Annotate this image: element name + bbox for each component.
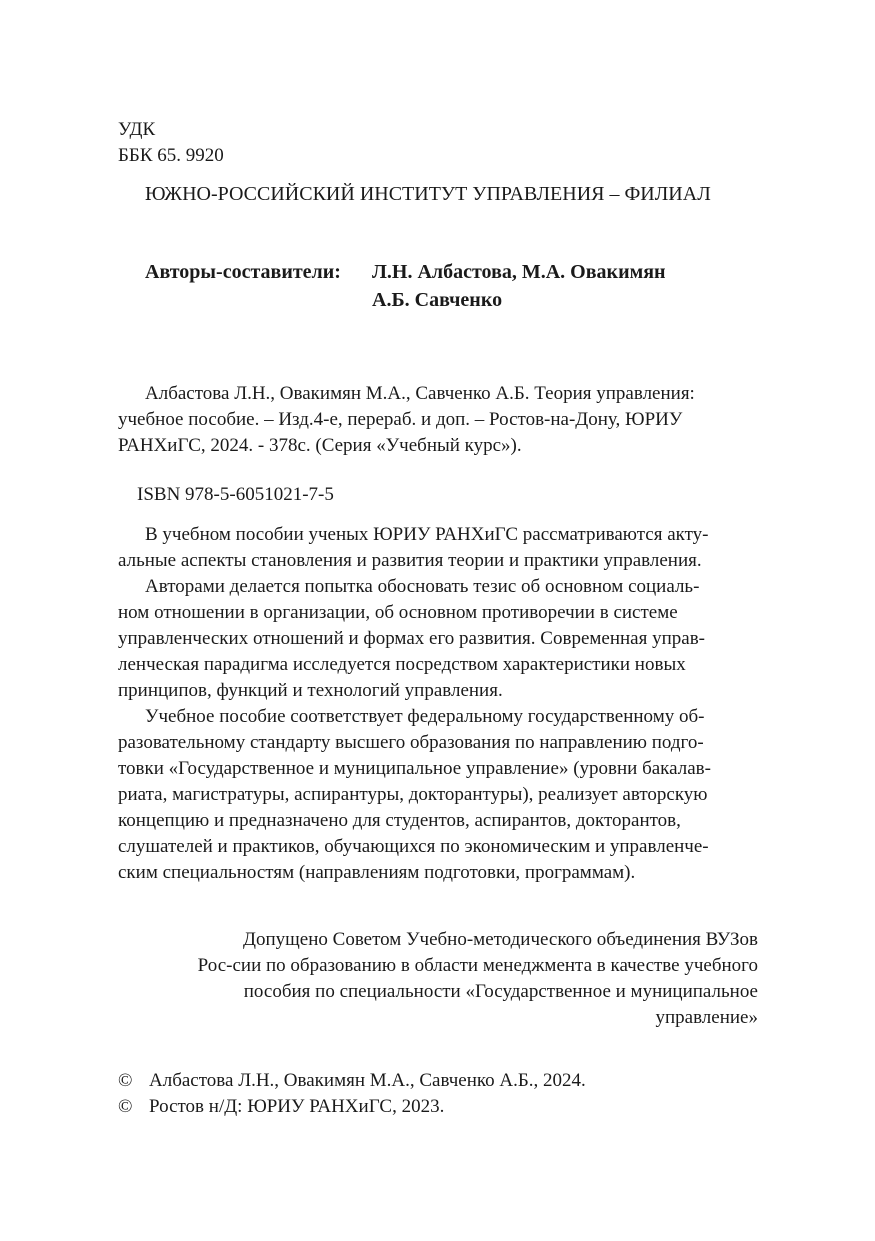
citation-line-3: РАНХиГС, 2024. - 378с. (Серия «Учебный курс»). bbox=[118, 435, 522, 456]
authors-line-1: Л.Н. Албастова, М.А. Овакимян bbox=[372, 261, 666, 283]
approval-line-2: Рос-сии по образованию в области менеджмента в качестве учебного bbox=[197, 955, 758, 976]
udk: УДК bbox=[118, 119, 156, 140]
copyright-line-1: Албастова Л.Н., Овакимян М.А., Савченко А.Б., 2024. bbox=[149, 1070, 586, 1091]
approval-line-3: пособия по специальности «Государственное и муниципальное bbox=[243, 981, 758, 1002]
approval-line-4: управление» bbox=[655, 1007, 758, 1028]
copyright-line-2: Ростов н/Д: ЮРИУ РАНХиГС, 2023. bbox=[149, 1096, 445, 1117]
isbn: ISBN 978-5-6051021-7-5 bbox=[137, 484, 334, 505]
abstract-p3-l5: концепцию и предназначено для студентов, аспирантов, докторантов, bbox=[118, 810, 681, 831]
abstract-p3-l6: слушателей и практиков, обучающихся по экономическим и управленче- bbox=[118, 836, 709, 857]
authors-line-2: А.Б. Савченко bbox=[372, 289, 503, 311]
abstract-p2-l3: управленческих отношений и формах его развития. Современная управ- bbox=[118, 628, 705, 649]
abstract-p3-l1: Учебное пособие соответствует федеральному государственному об- bbox=[145, 706, 705, 727]
abstract-p3-l3: товки «Государственное и муниципальное управление» (уровни бакалав- bbox=[118, 758, 711, 779]
abstract-p2-l2: ном отношении в организации, об основном противоречии в системе bbox=[118, 602, 678, 623]
citation-line-2: учебное пособие. – Изд.4-е, перераб. и доп. – Ростов-на-Дону, ЮРИУ bbox=[118, 409, 683, 430]
abstract-p2-l1: Авторами делается попытка обосновать тезис об основном социаль- bbox=[145, 576, 700, 597]
abstract-p2-l4: ленческая парадигма исследуется посредством характеристики новых bbox=[118, 654, 686, 675]
abstract-p3-l2: разовательному стандарту высшего образования по направлению подго- bbox=[118, 732, 704, 753]
abstract-p3-l7: ским специальностям (направлениям подготовки, программам). bbox=[118, 862, 636, 883]
copyright-symbol-1: © bbox=[118, 1070, 133, 1091]
abstract-p2-l5: принципов, функций и технологий управления. bbox=[118, 680, 503, 701]
authors-label: Авторы-составители: bbox=[145, 261, 341, 283]
abstract-p1-l1: В учебном пособии ученых ЮРИУ РАНХиГС рассматриваются акту- bbox=[145, 524, 709, 545]
abstract-p3-l4: риата, магистратуры, аспирантуры, докторантуры), реализует авторскую bbox=[118, 784, 708, 805]
approval-line-1: Допущено Советом Учебно-методического объединения ВУЗов bbox=[243, 929, 758, 950]
institute-name: ЮЖНО-РОССИЙСКИЙ ИНСТИТУТ УПРАВЛЕНИЯ – ФИЛИАЛ bbox=[145, 183, 711, 205]
citation-line-1: Албастова Л.Н., Овакимян М.А., Савченко А.Б. Теория управления: bbox=[145, 383, 695, 404]
bbk: ББК 65. 9920 bbox=[118, 145, 224, 166]
copyright-symbol-2: © bbox=[118, 1096, 133, 1117]
abstract-p1-l2: альные аспекты становления и развития теории и практики управления. bbox=[118, 550, 702, 571]
